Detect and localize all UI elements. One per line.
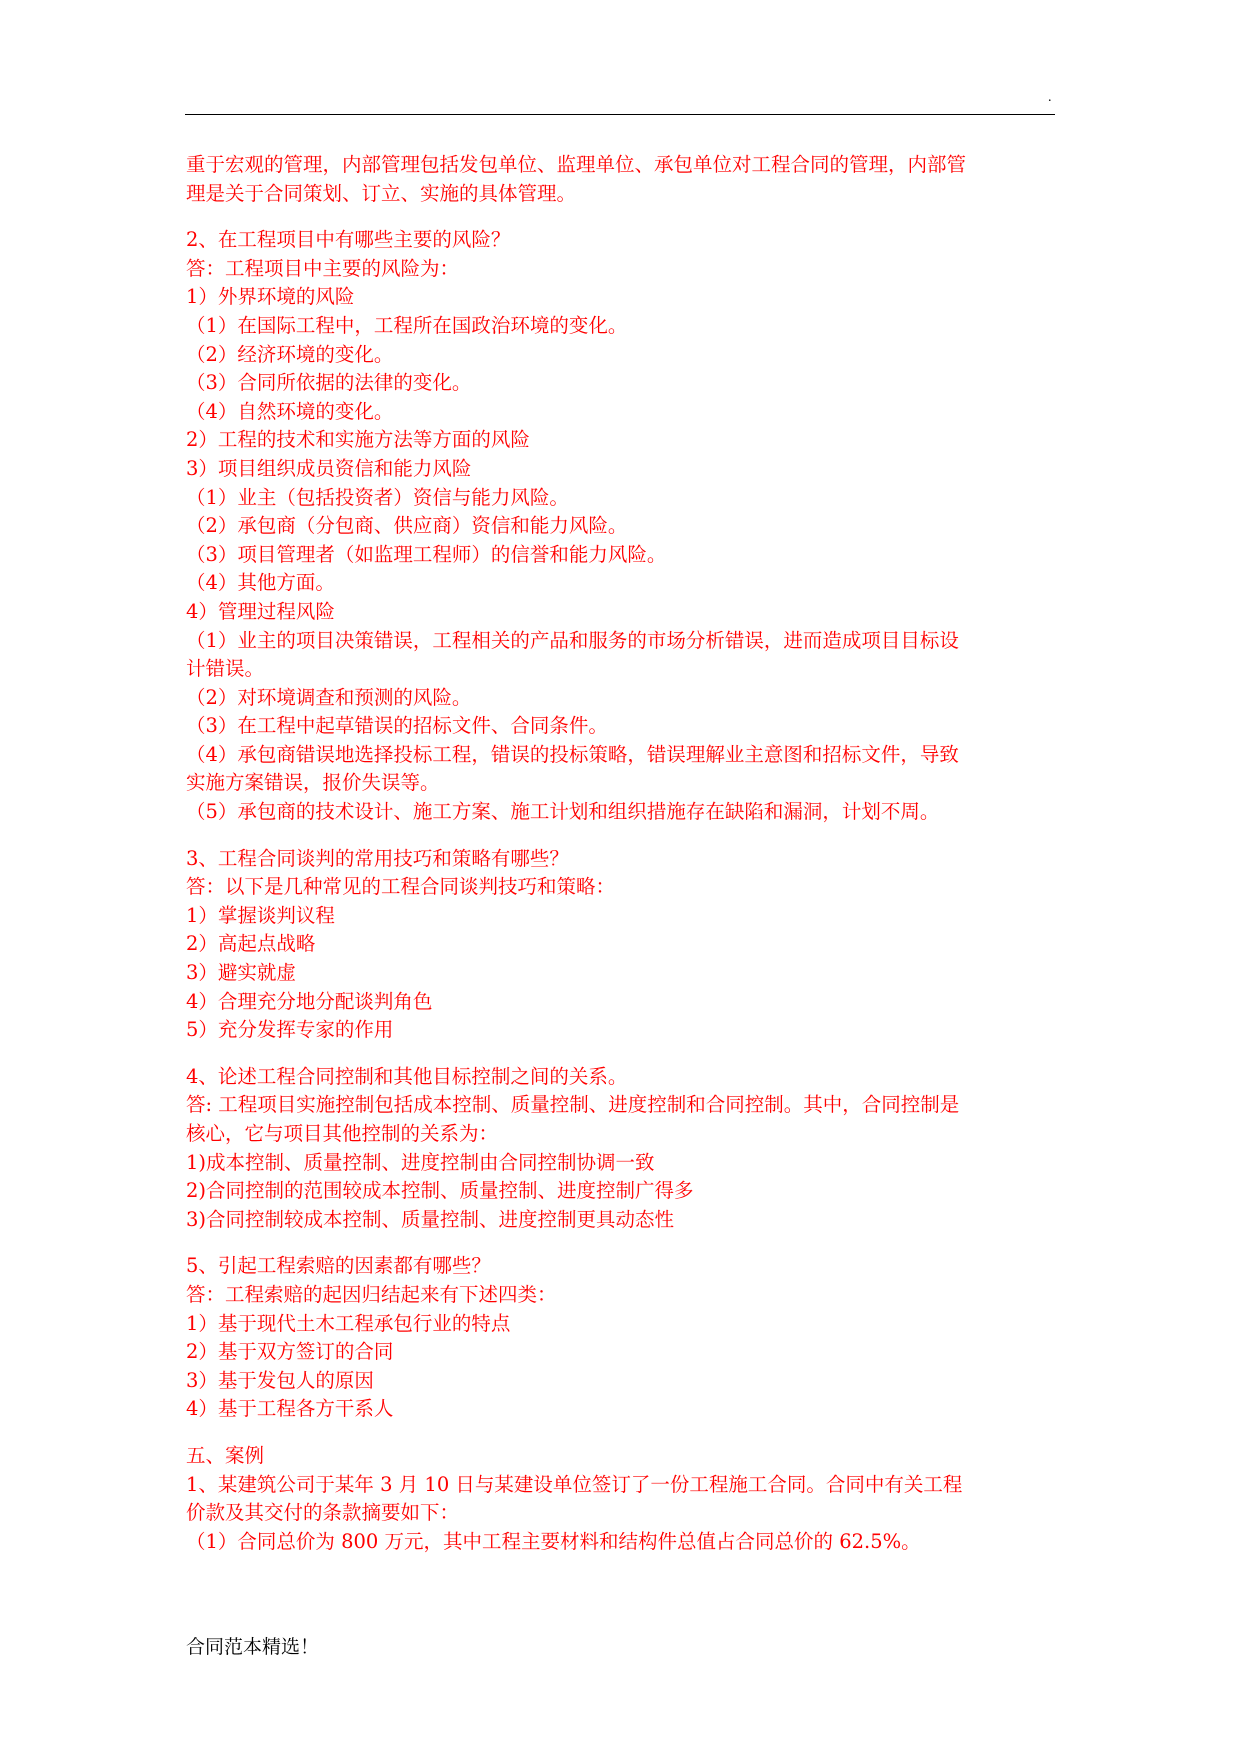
text-line: （3）在工程中起草错误的招标文件、合同条件。 (186, 714, 608, 738)
text-line: 3）基于发包人的原因 (186, 1368, 374, 1392)
text-line: （1）业主（包括投资者）资信与能力风险。 (186, 485, 569, 509)
text-line: （3）项目管理者（如监理工程师）的信誉和能力风险。 (186, 542, 667, 566)
paragraph-gap (186, 1045, 1056, 1063)
document-body (186, 151, 1056, 1556)
text-line: 4）基于工程各方干系人 (186, 1397, 394, 1421)
text-line: （4）承包商错误地选择投标工程，错误的投标策略，错误理解业主意图和招标文件，导致 (186, 742, 959, 766)
text-line: 答：工程项目中主要的风险为： (186, 256, 460, 280)
text-line: （1）在国际工程中，工程所在国政治环境的变化。 (186, 313, 628, 337)
text-block (186, 151, 1056, 208)
text-line: （1）业主的项目决策错误，工程相关的产品和服务的市场分析错误，进而造成项目目标设 (186, 628, 959, 652)
footer-text: 合同范本精选！ (186, 1636, 320, 1658)
text-line: 4）管理过程风险 (186, 599, 335, 623)
text-line: （2）对环境调查和预测的风险。 (186, 685, 472, 709)
text-line: 2、在工程项目中有哪些主要的风险？ (186, 228, 511, 252)
paragraph-gap (186, 1424, 1056, 1442)
text-line: 答：工程索赔的起因归结起来有下述四类： (186, 1282, 557, 1306)
text-line: （5）承包商的技术设计、施工方案、施工计划和组织措施存在缺陷和漏洞，计划不周。 (186, 800, 940, 824)
text-block (186, 1063, 1056, 1235)
text-line: 核心，它与项目其他控制的关系为： (186, 1122, 499, 1145)
text-line: 1）掌握谈判议程 (186, 903, 335, 927)
text-line: 4、论述工程合同控制和其他目标控制之间的关系。 (186, 1064, 628, 1088)
text-block (186, 845, 1056, 1045)
text-line: 重于宏观的管理，内部管理包括发包单位、监理单位、承包单位对工程合同的管理，内部管 (186, 153, 967, 176)
text-line: 2）工程的技术和实施方法等方面的风险 (186, 428, 530, 452)
paragraph-gap (186, 208, 1056, 226)
text-line: （2）承包商（分包商、供应商）资信和能力风险。 (186, 514, 628, 538)
text-line: 计错误。 (186, 657, 265, 681)
text-line: 3、工程合同谈判的常用技巧和策略有哪些？ (186, 846, 569, 870)
text-line: （4）其他方面。 (186, 571, 335, 595)
text-line: 5、引起工程索赔的因素都有哪些？ (186, 1254, 491, 1278)
header-mark: . (1048, 90, 1052, 105)
text-line: 2）基于双方签订的合同 (186, 1340, 394, 1364)
text-line: 理是关于合同策划、订立、实施的具体管理。 (186, 181, 577, 205)
text-block (186, 1442, 1056, 1556)
text-line: 1）外界环境的风险 (186, 285, 355, 309)
text-line: 3）避实就虚 (186, 961, 296, 985)
text-line: 2)合同控制的范围较成本控制、质量控制、进度控制广得多 (186, 1179, 694, 1203)
text-line: （3）合同所依据的法律的变化。 (186, 371, 472, 395)
text-line: （2）经济环境的变化。 (186, 342, 394, 366)
text-line: （4）自然环境的变化。 (186, 399, 394, 423)
text-block (186, 226, 1056, 826)
paragraph-gap (186, 827, 1056, 845)
text-line: 2）高起点战略 (186, 932, 316, 956)
text-line: 5）充分发挥专家的作用 (186, 1018, 394, 1042)
text-block (186, 1252, 1056, 1424)
text-line: 4）合理充分地分配谈判角色 (186, 989, 433, 1013)
text-line: 价款及其交付的条款摘要如下： (186, 1501, 460, 1525)
text-line: 1、某建筑公司于某年 3 月 10 日与某建设单位签订了一份工程施工合同。合同中有关工程 (186, 1472, 963, 1496)
text-line: 答: 工程项目实施控制包括成本控制、质量控制、进度控制和合同控制。其中，合同控制是 (186, 1093, 960, 1117)
text-line: 五、案例 (186, 1443, 265, 1467)
text-line: 答：以下是几种常见的工程合同谈判技巧和策略： (186, 875, 616, 899)
header-rule (185, 114, 1055, 115)
text-line: 3）项目组织成员资信和能力风险 (186, 456, 472, 480)
text-line: 实施方案错误，报价失误等。 (186, 771, 440, 795)
text-line: 1)成本控制、质量控制、进度控制由合同控制协调一致 (186, 1150, 655, 1174)
text-line: 3)合同控制较成本控制、质量控制、进度控制更具动态性 (186, 1207, 675, 1231)
text-line: 1）基于现代土木工程承包行业的特点 (186, 1311, 511, 1335)
text-line: （1）合同总价为 800 万元，其中工程主要材料和结构件总值占合同总价的 62.5%。 (186, 1529, 921, 1553)
paragraph-gap (186, 1234, 1056, 1252)
